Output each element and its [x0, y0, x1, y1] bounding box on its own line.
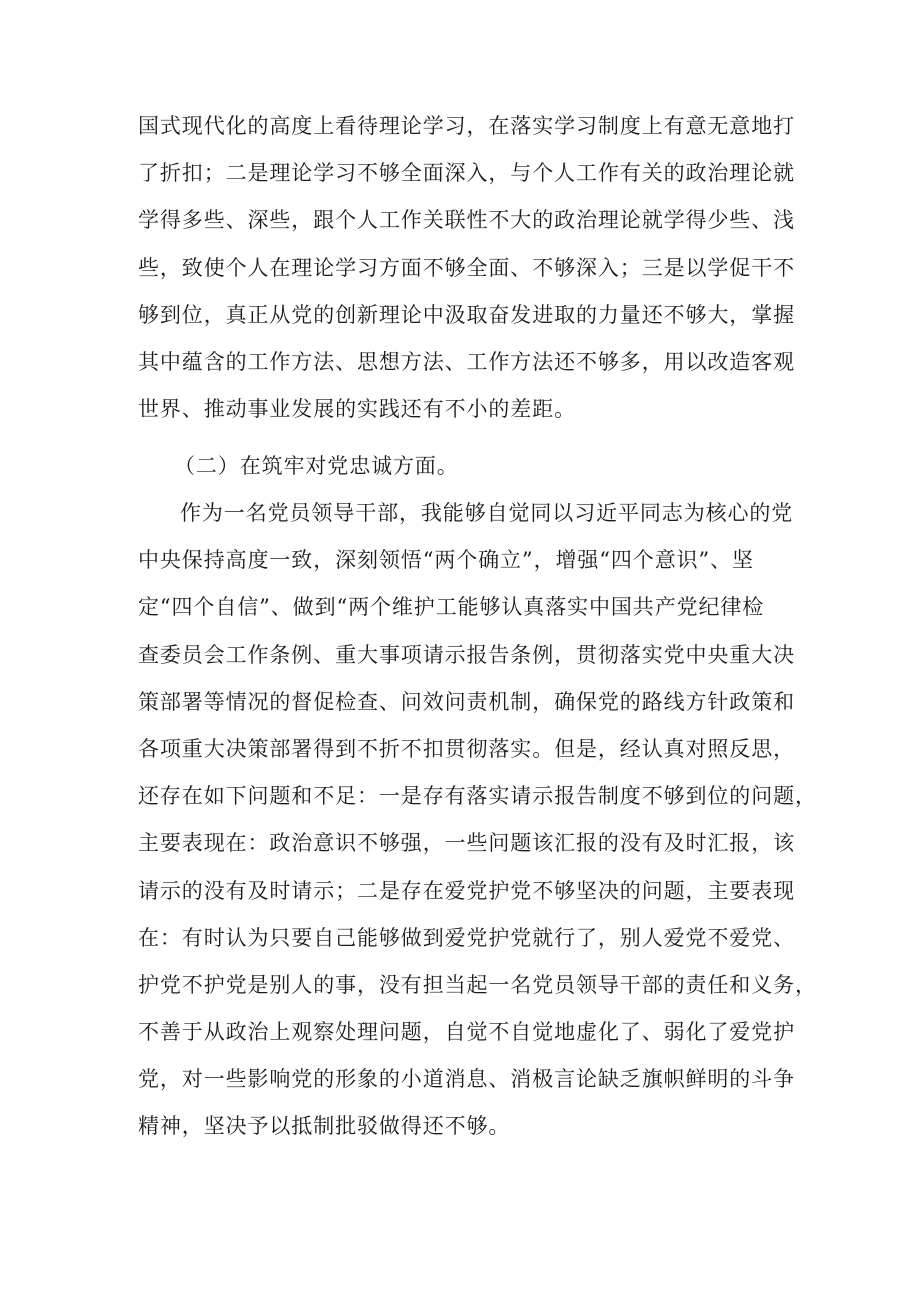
paragraph-line: 精神，坚决予以抵制批驳做得还不够。 [138, 1114, 511, 1139]
paragraph-line: 不善于从政治上观察处理问题，自觉不自觉地虚化了、弱化了爱党护 [138, 1020, 795, 1045]
paragraph-line: 学得多些、深些，跟个人工作关联性不大的政治理论就学得少些、浅 [138, 208, 795, 233]
paragraph-line: 主要表现在：政治意识不够强，一些问题该汇报的没有及时汇报，该 [138, 831, 795, 856]
section-heading-block [138, 443, 798, 490]
paragraph-line: 查委员会工作条例、重大事项请示报告条例，贯彻落实党中央重大决 [138, 642, 795, 667]
paragraph-line: 作为一名党员领导干部，我能够自觉同以习近平同志为核心的党 [180, 501, 794, 525]
paragraph-line: 些，致使个人在理论学习方面不够全面、不够深入；三是以学促干不 [138, 255, 795, 280]
paragraph-line: 请示的没有及时请示；二是存在爱党护党不够坚决的问题，主要表现 [138, 878, 795, 903]
paragraph-line: 中央保持高度一致，深刻领悟“两个确立”，增强“四个意识”、坚 [138, 548, 754, 573]
paragraph-line: 国式现代化的高度上看待理论学习，在落实学习制度上有意无意地打 [138, 114, 795, 138]
paragraph-line: 了折扣；二是理论学习不够全面深入，与个人工作有关的政治理论就 [138, 161, 795, 186]
paragraph-line: 各项重大决策部署得到不折不扣贯彻落实。但是，经认真对照反思， [138, 736, 795, 761]
paragraph-theory-study [138, 103, 798, 433]
paragraph-line: 够到位，真正从党的创新理论中汲取奋发进取的力量还不够大，掌握 [138, 302, 795, 327]
paragraph-line: 其中蕴含的工作方法、思想方法、工作方法还不够多，用以改造客观 [138, 349, 795, 374]
paragraph-line: 在：有时认为只要自己能够做到爱党护党就行了，别人爱党不爱党、 [138, 925, 795, 950]
paragraph-line: 世界、推动事业发展的实践还有不小的差距。 [138, 397, 576, 422]
section-heading: （二）在筑牢对党忠诚方面。 [174, 454, 459, 478]
paragraph-line: 党，对一些影响党的形象的小道消息、消极言论缺乏旗帜鲜明的斗争 [138, 1067, 795, 1092]
paragraph-line: 护党不护党是别人的事，没有担当起一名党员领导干部的责任和义务， [138, 972, 817, 997]
paragraph-line: 策部署等情况的督促检查、问效问责机制，确保党的路线方针政策和 [138, 689, 795, 714]
paragraph-line: 定“四个自信”、做到“两个维护工能够认真落实中国共产党纪律检 [138, 595, 765, 620]
paragraph-party-loyalty [138, 490, 817, 1151]
paragraph-line: 还存在如下问题和不足：一是存有落实请示报告制度不够到位的问题， [138, 784, 817, 809]
